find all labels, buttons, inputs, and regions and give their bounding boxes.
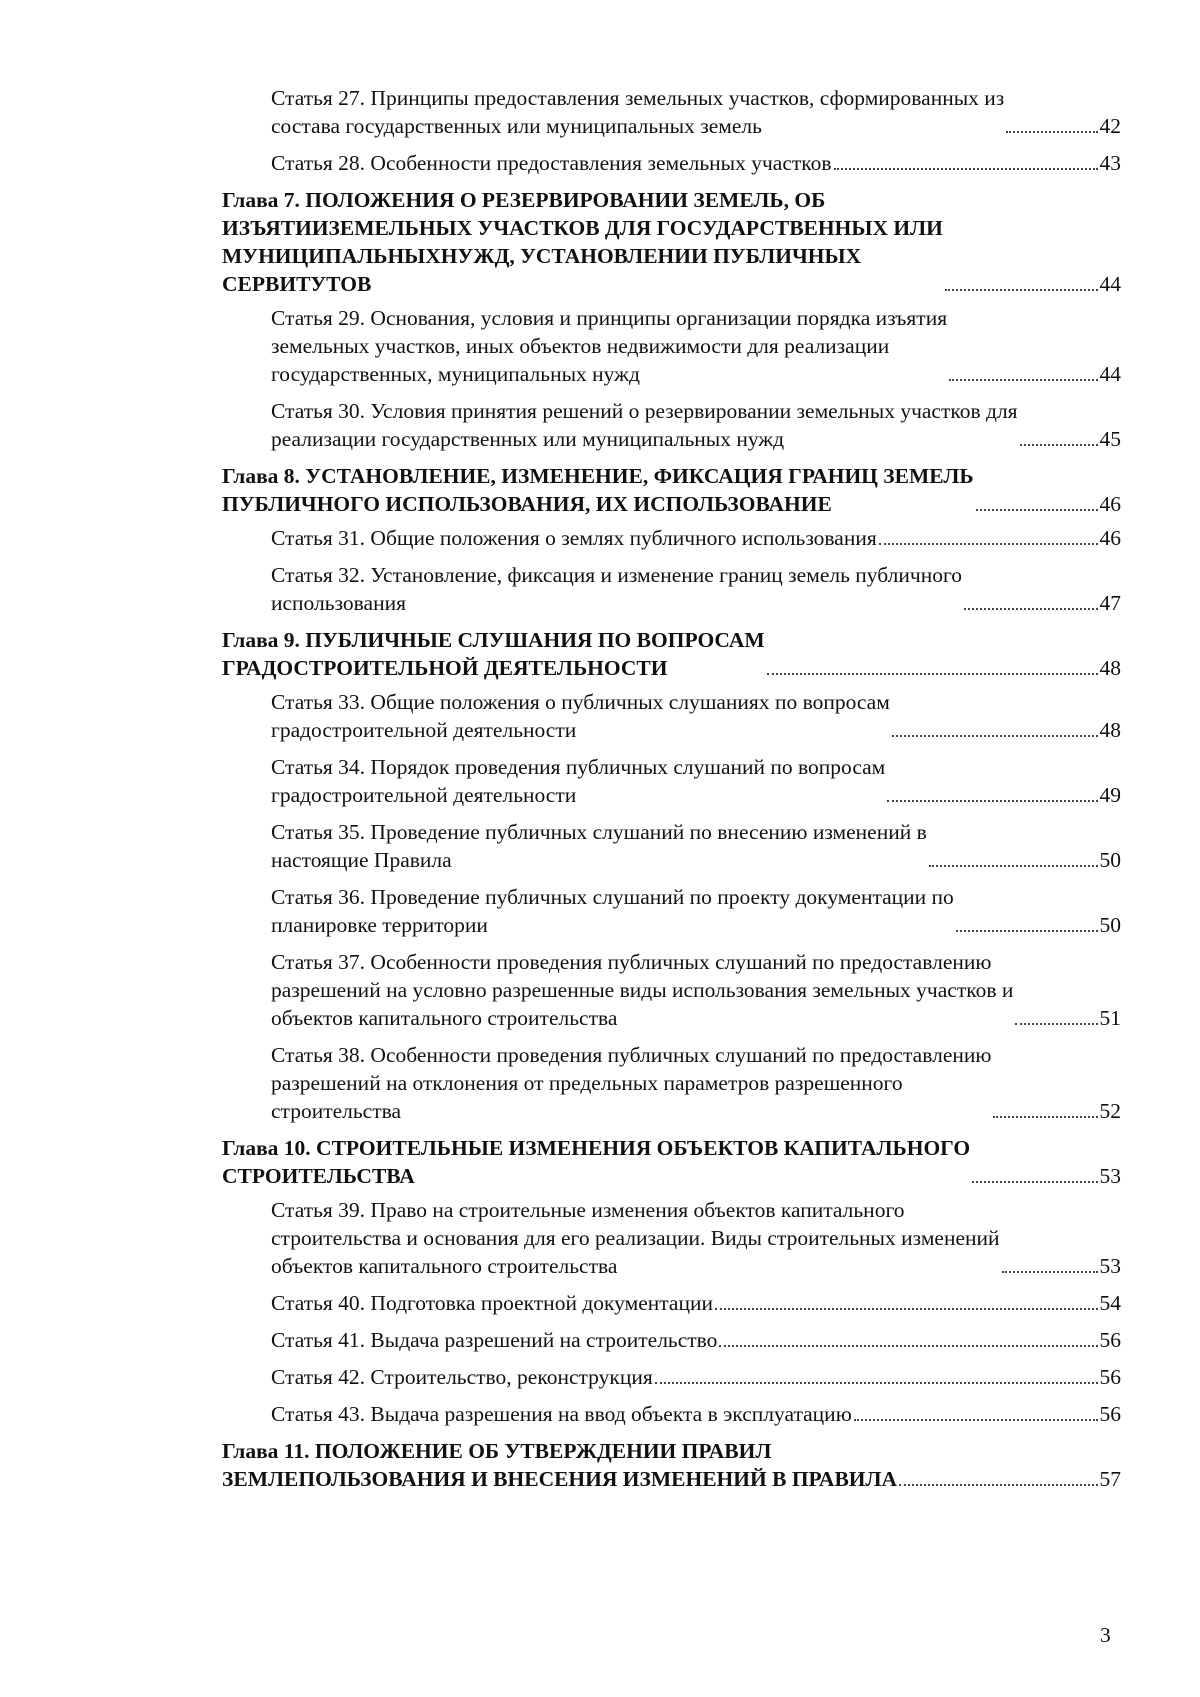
toc-article-entry[interactable] bbox=[222, 1363, 1121, 1391]
page-number: 3 bbox=[1100, 1623, 1111, 1647]
dot-leader bbox=[1020, 444, 1098, 446]
toc-chapter-entry[interactable] bbox=[222, 1134, 1121, 1190]
toc-entry-title: Статья 35. Проведение публичных слушаний по внесению изменений в настоящие Правила bbox=[271, 820, 927, 872]
toc-article-entry[interactable] bbox=[222, 883, 1121, 939]
toc-article-entry[interactable] bbox=[222, 1289, 1121, 1317]
toc-entry-title: Статья 30. Условия принятия решений о резервировании земельных участков для реализации государственных или муниципальных нужд bbox=[271, 399, 1018, 451]
toc-page-number: 53 bbox=[1099, 1164, 1121, 1188]
toc-entry-title: Глава 10. СТРОИТЕЛЬНЫЕ ИЗМЕНЕНИЯ ОБЪЕКТОВ КАПИТАЛЬНОГО СТРОИТЕЛЬСТВА bbox=[222, 1136, 971, 1188]
toc-page-number: 44 bbox=[1099, 362, 1121, 386]
toc-page-number: 46 bbox=[1099, 526, 1121, 550]
dot-leader bbox=[956, 930, 1098, 932]
toc-page-number: 42 bbox=[1099, 114, 1121, 138]
dot-leader bbox=[879, 543, 1098, 545]
dot-leader bbox=[892, 735, 1098, 737]
toc-article-entry[interactable] bbox=[222, 397, 1121, 453]
toc-page-number: 53 bbox=[1099, 1254, 1121, 1278]
dot-leader bbox=[1006, 131, 1097, 133]
toc-article-entry[interactable] bbox=[222, 304, 1121, 388]
toc-page-number: 46 bbox=[1099, 492, 1121, 516]
toc-article-entry[interactable] bbox=[222, 561, 1121, 617]
dot-leader bbox=[976, 509, 1098, 511]
toc-chapter-entry[interactable] bbox=[222, 1437, 1121, 1493]
toc-page-number: 57 bbox=[1099, 1467, 1121, 1491]
toc-page-number: 52 bbox=[1099, 1099, 1121, 1123]
dot-leader bbox=[1002, 1271, 1098, 1273]
toc-entry-title: Глава 7. ПОЛОЖЕНИЯ О РЕЗЕРВИРОВАНИИ ЗЕМЕЛЬ, ОБ ИЗЪЯТИИЗЕМЕЛЬНЫХ УЧАСТКОВ ДЛЯ ГОСУДАРСТВЕННЫХ ИЛИ МУНИЦИПАЛЬНЫХНУЖД, УСТАНОВЛЕНИИ ПУБЛИЧНЫХ СЕРВИТУТОВ bbox=[222, 188, 943, 296]
toc-entry-title: Статья 32. Установление, фиксация и изменение границ земель публичного использования bbox=[271, 563, 962, 615]
toc-entry-title: Статья 42. Строительство, реконструкция bbox=[271, 1365, 653, 1389]
dot-leader bbox=[949, 379, 1097, 381]
toc-entry-title: Статья 28. Особенности предоставления земельных участков bbox=[271, 151, 832, 175]
toc-entry-title: Статья 41. Выдача разрешений на строительство bbox=[271, 1328, 718, 1352]
table-of-contents bbox=[222, 84, 1121, 1499]
toc-page-number: 47 bbox=[1099, 591, 1121, 615]
dot-leader bbox=[929, 865, 1098, 867]
dot-leader bbox=[887, 800, 1097, 802]
dot-leader bbox=[854, 1419, 1098, 1421]
toc-page-number: 51 bbox=[1099, 1006, 1121, 1030]
toc-page-number: 54 bbox=[1099, 1291, 1121, 1315]
toc-article-entry[interactable] bbox=[222, 688, 1121, 744]
toc-entry-title: Статья 36. Проведение публичных слушаний по проекту документации по планировке территории bbox=[271, 885, 954, 937]
toc-entry-title: Статья 43. Выдача разрешения на ввод объекта в эксплуатацию bbox=[271, 1402, 852, 1426]
toc-page-number: 50 bbox=[1099, 848, 1121, 872]
toc-page-number: 49 bbox=[1099, 783, 1121, 807]
toc-entry-title: Статья 33. Общие положения о публичных слушаниях по вопросам градостроительной деятельности bbox=[271, 690, 890, 742]
toc-page-number: 45 bbox=[1099, 427, 1121, 451]
dot-leader bbox=[834, 168, 1098, 170]
toc-page-number: 48 bbox=[1099, 718, 1121, 742]
dot-leader bbox=[655, 1382, 1098, 1384]
toc-article-entry[interactable] bbox=[222, 753, 1121, 809]
toc-page-number: 56 bbox=[1099, 1365, 1121, 1389]
toc-article-entry[interactable] bbox=[222, 818, 1121, 874]
toc-page-number: 56 bbox=[1099, 1328, 1121, 1352]
toc-entry-title: Статья 38. Особенности проведения публичных слушаний по предоставлению разрешений на отклонения от предельных параметров разрешенного строительства bbox=[271, 1043, 992, 1123]
toc-entry-title: Статья 37. Особенности проведения публичных слушаний по предоставлению разрешений на условно разрешенные виды использования земельных участков и объектов капитального строительства bbox=[271, 950, 1014, 1030]
toc-article-entry[interactable] bbox=[222, 1400, 1121, 1428]
dot-leader bbox=[945, 289, 1098, 291]
toc-entry-title: Статья 27. Принципы предоставления земельных участков, сформированных из состава государственных или муниципальных земель bbox=[271, 86, 1005, 138]
toc-page-number: 44 bbox=[1099, 272, 1121, 296]
toc-entry-title: Статья 29. Основания, условия и принципы организации порядка изъятия земельных участков, иных объектов недвижимости для реализации государственных, муниципальных нужд bbox=[271, 306, 948, 386]
toc-entry-title: Статья 40. Подготовка проектной документации bbox=[271, 1291, 713, 1315]
toc-article-entry[interactable] bbox=[222, 524, 1121, 552]
toc-page-number: 50 bbox=[1099, 913, 1121, 937]
dot-leader bbox=[767, 673, 1098, 675]
toc-entry-title: Статья 34. Порядок проведения публичных слушаний по вопросам градостроительной деятельности bbox=[271, 755, 886, 807]
toc-chapter-entry[interactable] bbox=[222, 462, 1121, 518]
dot-leader bbox=[715, 1308, 1098, 1310]
toc-entry-title: Статья 39. Право на строительные изменения объектов капитального строительства и основания для его реализации. Виды строительных изменений объектов капитального строительства bbox=[271, 1198, 1000, 1278]
dot-leader bbox=[972, 1181, 1097, 1183]
toc-article-entry[interactable] bbox=[222, 149, 1121, 177]
dot-leader bbox=[899, 1484, 1097, 1486]
toc-page-number: 48 bbox=[1099, 656, 1121, 680]
toc-article-entry[interactable] bbox=[222, 1041, 1121, 1125]
toc-page-number: 56 bbox=[1099, 1402, 1121, 1426]
toc-entry-title: Глава 11. ПОЛОЖЕНИЕ ОБ УТВЕРЖДЕНИИ ПРАВИЛ ЗЕМЛЕПОЛЬЗОВАНИЯ И ВНЕСЕНИЯ ИЗМЕНЕНИЙ В ПРАВИЛА bbox=[222, 1439, 898, 1491]
toc-article-entry[interactable] bbox=[222, 1196, 1121, 1280]
toc-entry-title: Статья 31. Общие положения о землях публичного использования bbox=[271, 526, 877, 550]
toc-entry-title: Глава 9. ПУБЛИЧНЫЕ СЛУШАНИЯ ПО ВОПРОСАМ ГРАДОСТРОИТЕЛЬНОЙ ДЕЯТЕЛЬНОСТИ bbox=[222, 628, 765, 680]
toc-article-entry[interactable] bbox=[222, 948, 1121, 1032]
toc-chapter-entry[interactable] bbox=[222, 186, 1121, 298]
toc-page-number: 43 bbox=[1099, 151, 1121, 175]
dot-leader bbox=[964, 608, 1098, 610]
dot-leader bbox=[719, 1345, 1097, 1347]
toc-article-entry[interactable] bbox=[222, 1326, 1121, 1354]
toc-article-entry[interactable] bbox=[222, 84, 1121, 140]
toc-entry-title: Глава 8. УСТАНОВЛЕНИЕ, ИЗМЕНЕНИЕ, ФИКСАЦИЯ ГРАНИЦ ЗЕМЕЛЬ ПУБЛИЧНОГО ИСПОЛЬЗОВАНИЯ, ИХ ИСПОЛЬЗОВАНИЕ bbox=[222, 464, 974, 516]
dot-leader bbox=[1015, 1023, 1097, 1025]
toc-chapter-entry[interactable] bbox=[222, 626, 1121, 682]
dot-leader bbox=[993, 1116, 1097, 1118]
